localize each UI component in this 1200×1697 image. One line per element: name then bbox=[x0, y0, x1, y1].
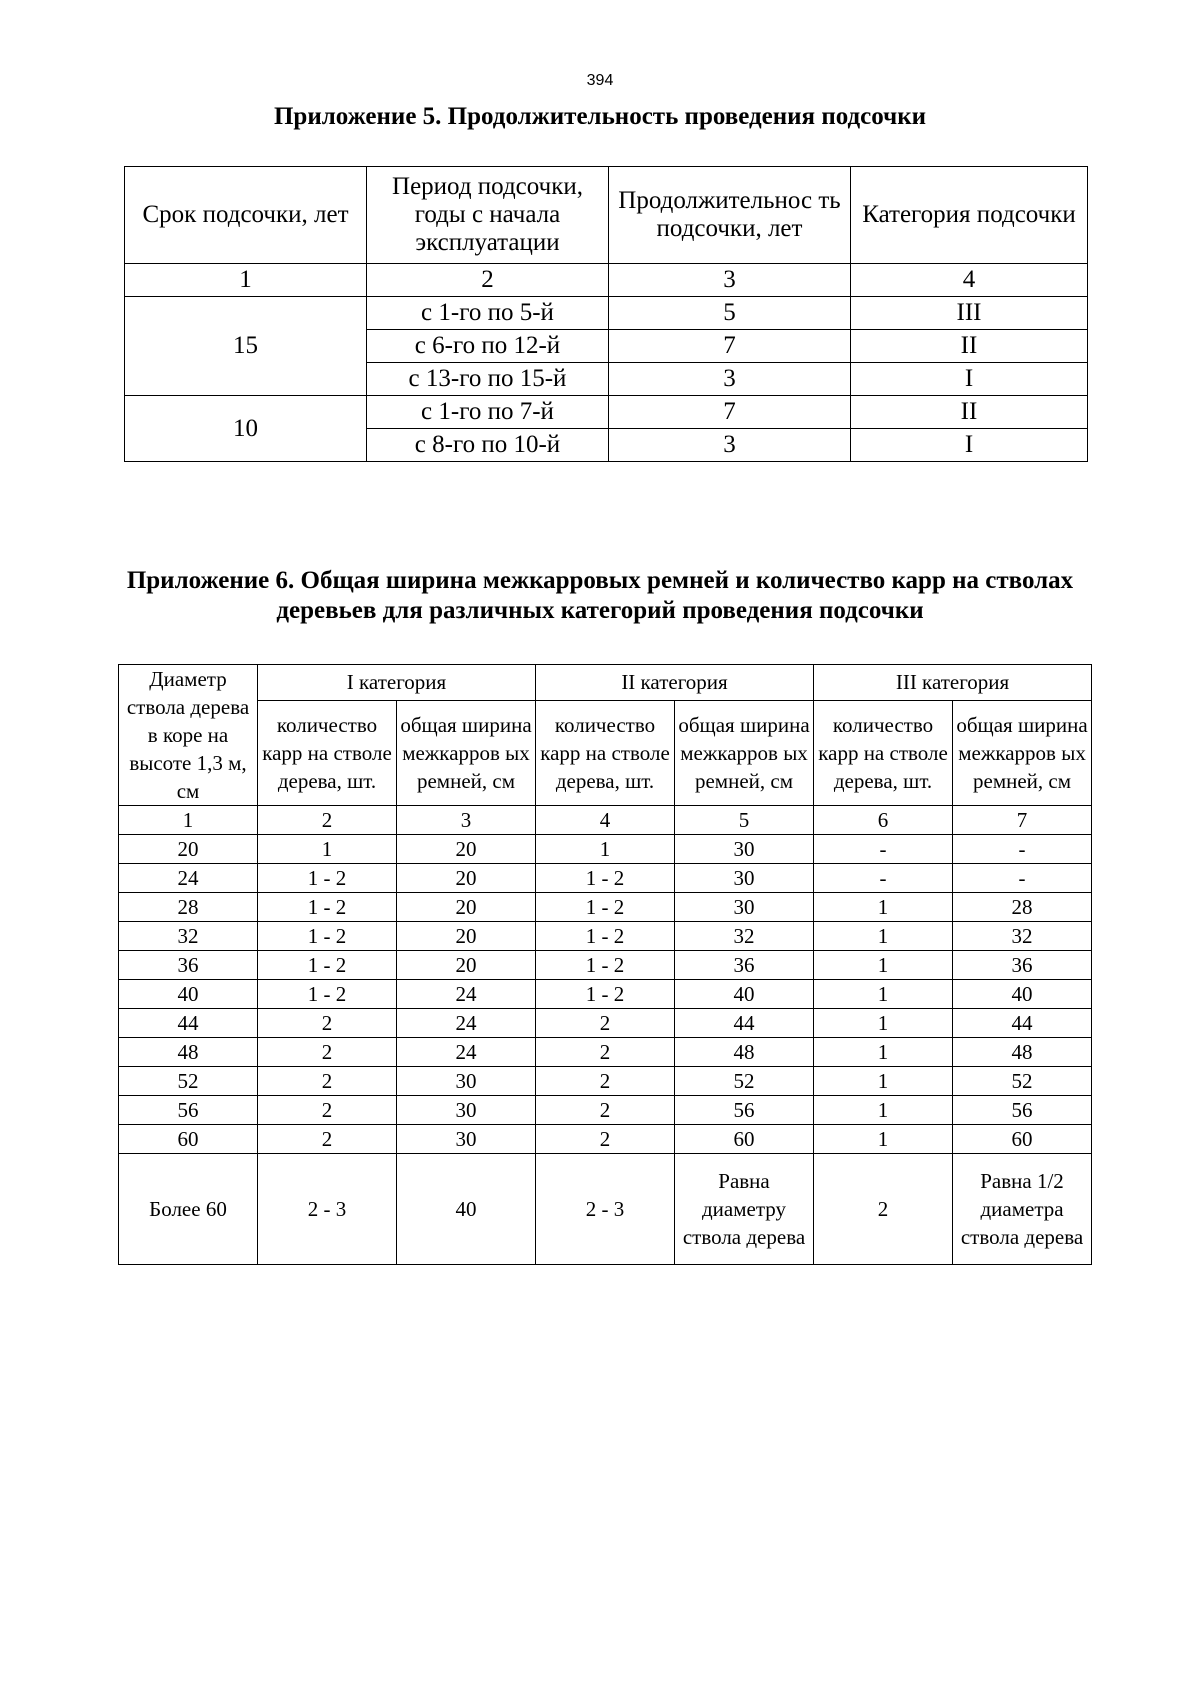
table-row bbox=[125, 396, 1088, 429]
diameter-cell: 44 bbox=[119, 1009, 258, 1038]
header-period: Период подсочки, годы с начала эксплуатации bbox=[367, 167, 609, 264]
header-width: общая ширина межкарров ых ремней, см bbox=[953, 700, 1092, 805]
count-cell: 2 bbox=[258, 1096, 397, 1125]
count-cell: 1 - 2 bbox=[258, 951, 397, 980]
width-cell: 56 bbox=[953, 1096, 1092, 1125]
appendix6-table bbox=[118, 664, 1092, 1265]
width-cell: 30 bbox=[675, 864, 814, 893]
table-row bbox=[119, 864, 1092, 893]
table-row bbox=[119, 1154, 1092, 1265]
count-cell: - bbox=[814, 864, 953, 893]
col-number: 4 bbox=[851, 264, 1088, 297]
period-cell: с 13-го по 15-й bbox=[367, 363, 609, 396]
width-cell: 20 bbox=[397, 864, 536, 893]
width-cell: 20 bbox=[397, 835, 536, 864]
header-category-2: II категория bbox=[536, 665, 814, 701]
width-cell: 30 bbox=[675, 835, 814, 864]
col-number: 3 bbox=[397, 806, 536, 835]
count-cell: 1 bbox=[814, 922, 953, 951]
column-number-row bbox=[119, 806, 1092, 835]
col-number: 1 bbox=[119, 806, 258, 835]
count-cell: 2 bbox=[536, 1096, 675, 1125]
width-cell: 24 bbox=[397, 1009, 536, 1038]
duration-cell: 7 bbox=[609, 330, 851, 363]
col-number: 2 bbox=[367, 264, 609, 297]
appendix5-title: Приложение 5. Продолжительность проведения подсочки bbox=[273, 103, 927, 130]
width-cell: 40 bbox=[953, 980, 1092, 1009]
width-cell: 20 bbox=[397, 893, 536, 922]
duration-cell: 5 bbox=[609, 297, 851, 330]
header-category-1: I категория bbox=[258, 665, 536, 701]
diameter-cell: 24 bbox=[119, 864, 258, 893]
width-cell: 40 bbox=[397, 1154, 536, 1265]
period-cell: с 1-го по 7-й bbox=[367, 396, 609, 429]
table-header-row bbox=[125, 167, 1088, 264]
count-cell: 1 - 2 bbox=[536, 864, 675, 893]
count-cell: 1 - 2 bbox=[258, 980, 397, 1009]
width-cell: 48 bbox=[675, 1038, 814, 1067]
table-row bbox=[119, 1067, 1092, 1096]
count-cell: - bbox=[814, 835, 953, 864]
period-cell: с 1-го по 5-й bbox=[367, 297, 609, 330]
header-term: Срок подсочки, лет bbox=[125, 167, 367, 264]
table-row bbox=[119, 893, 1092, 922]
count-cell: 2 bbox=[258, 1067, 397, 1096]
appendix6-title: Приложение 6. Общая ширина межкарровых ремней и количество карр на стволах деревьев для различных категорий проведения подсочки bbox=[126, 567, 1074, 624]
diameter-cell: 28 bbox=[119, 893, 258, 922]
width-cell: 44 bbox=[953, 1009, 1092, 1038]
width-cell: 52 bbox=[675, 1067, 814, 1096]
header-width: общая ширина межкарров ых ремней, см bbox=[397, 700, 536, 805]
diameter-cell: 60 bbox=[119, 1125, 258, 1154]
width-cell: - bbox=[953, 835, 1092, 864]
count-cell: 1 - 2 bbox=[536, 951, 675, 980]
width-cell: 32 bbox=[675, 922, 814, 951]
col-number: 3 bbox=[609, 264, 851, 297]
width-cell: Равна 1/2 диаметра ствола дерева bbox=[953, 1154, 1092, 1265]
col-number: 7 bbox=[953, 806, 1092, 835]
category-cell: I bbox=[851, 429, 1088, 462]
count-cell: 1 - 2 bbox=[258, 922, 397, 951]
count-cell: 1 bbox=[814, 1096, 953, 1125]
diameter-cell: 20 bbox=[119, 835, 258, 864]
width-cell: 28 bbox=[953, 893, 1092, 922]
width-cell: 36 bbox=[675, 951, 814, 980]
count-cell: 1 bbox=[814, 1125, 953, 1154]
width-cell: 30 bbox=[397, 1125, 536, 1154]
category-header-row bbox=[119, 665, 1092, 701]
diameter-cell: 48 bbox=[119, 1038, 258, 1067]
width-cell: 60 bbox=[675, 1125, 814, 1154]
header-category-3: III категория bbox=[814, 665, 1092, 701]
count-cell: 1 bbox=[814, 980, 953, 1009]
appendix5-table bbox=[124, 166, 1088, 462]
diameter-cell: 36 bbox=[119, 951, 258, 980]
period-cell: с 8-го по 10-й bbox=[367, 429, 609, 462]
category-cell: I bbox=[851, 363, 1088, 396]
width-cell: 36 bbox=[953, 951, 1092, 980]
count-cell: 1 - 2 bbox=[258, 864, 397, 893]
count-cell: 1 - 2 bbox=[258, 893, 397, 922]
diameter-cell: Более 60 bbox=[119, 1154, 258, 1265]
col-number: 1 bbox=[125, 264, 367, 297]
width-cell: 30 bbox=[675, 893, 814, 922]
col-number: 4 bbox=[536, 806, 675, 835]
header-category: Категория подсочки bbox=[851, 167, 1088, 264]
width-cell: 52 bbox=[953, 1067, 1092, 1096]
count-cell: 1 bbox=[814, 893, 953, 922]
duration-cell: 3 bbox=[609, 363, 851, 396]
width-cell: - bbox=[953, 864, 1092, 893]
count-cell: 2 bbox=[536, 1125, 675, 1154]
width-cell: 40 bbox=[675, 980, 814, 1009]
width-cell: 48 bbox=[953, 1038, 1092, 1067]
count-cell: 1 bbox=[814, 951, 953, 980]
column-number-row bbox=[125, 264, 1088, 297]
table-row bbox=[125, 297, 1088, 330]
count-cell: 1 - 2 bbox=[536, 922, 675, 951]
header-count: количество карр на стволе дерева, шт. bbox=[814, 700, 953, 805]
width-cell: 30 bbox=[397, 1096, 536, 1125]
category-cell: II bbox=[851, 396, 1088, 429]
col-number: 5 bbox=[675, 806, 814, 835]
width-cell: 32 bbox=[953, 922, 1092, 951]
table-row bbox=[119, 980, 1092, 1009]
header-duration: Продолжительнос ть подсочки, лет bbox=[609, 167, 851, 264]
table-row bbox=[119, 1096, 1092, 1125]
width-cell: 24 bbox=[397, 980, 536, 1009]
header-width: общая ширина межкарров ых ремней, см bbox=[675, 700, 814, 805]
header-diameter: Диаметр ствола дерева в коре на высоте 1,3 м, см bbox=[119, 665, 258, 806]
count-cell: 2 bbox=[258, 1009, 397, 1038]
count-cell: 1 bbox=[814, 1067, 953, 1096]
count-cell: 1 - 2 bbox=[536, 893, 675, 922]
table-row bbox=[119, 922, 1092, 951]
count-cell: 2 bbox=[258, 1125, 397, 1154]
count-cell: 2 bbox=[536, 1009, 675, 1038]
count-cell: 1 bbox=[814, 1009, 953, 1038]
header-count: количество карр на стволе дерева, шт. bbox=[258, 700, 397, 805]
diameter-cell: 56 bbox=[119, 1096, 258, 1125]
table-row bbox=[119, 835, 1092, 864]
width-cell: Равна диаметру ствола дерева bbox=[675, 1154, 814, 1265]
width-cell: 24 bbox=[397, 1038, 536, 1067]
count-cell: 1 bbox=[814, 1038, 953, 1067]
width-cell: 20 bbox=[397, 922, 536, 951]
table-row bbox=[119, 951, 1092, 980]
table-row bbox=[119, 1125, 1092, 1154]
width-cell: 30 bbox=[397, 1067, 536, 1096]
subheader-row bbox=[119, 700, 1092, 805]
diameter-cell: 52 bbox=[119, 1067, 258, 1096]
count-cell: 2 bbox=[536, 1067, 675, 1096]
count-cell: 1 bbox=[258, 835, 397, 864]
width-cell: 60 bbox=[953, 1125, 1092, 1154]
count-cell: 2 bbox=[536, 1038, 675, 1067]
width-cell: 56 bbox=[675, 1096, 814, 1125]
duration-cell: 3 bbox=[609, 429, 851, 462]
term-cell: 15 bbox=[125, 297, 367, 396]
table-row bbox=[119, 1009, 1092, 1038]
category-cell: II bbox=[851, 330, 1088, 363]
category-cell: III bbox=[851, 297, 1088, 330]
count-cell: 1 - 2 bbox=[536, 980, 675, 1009]
count-cell: 1 bbox=[536, 835, 675, 864]
count-cell: 2 bbox=[258, 1038, 397, 1067]
width-cell: 44 bbox=[675, 1009, 814, 1038]
count-cell: 2 - 3 bbox=[258, 1154, 397, 1265]
col-number: 2 bbox=[258, 806, 397, 835]
width-cell: 20 bbox=[397, 951, 536, 980]
term-cell: 10 bbox=[125, 396, 367, 462]
duration-cell: 7 bbox=[609, 396, 851, 429]
count-cell: 2 bbox=[814, 1154, 953, 1265]
diameter-cell: 40 bbox=[119, 980, 258, 1009]
period-cell: с 6-го по 12-й bbox=[367, 330, 609, 363]
count-cell: 2 - 3 bbox=[536, 1154, 675, 1265]
header-count: количество карр на стволе дерева, шт. bbox=[536, 700, 675, 805]
page-number: 394 bbox=[586, 72, 614, 89]
col-number: 6 bbox=[814, 806, 953, 835]
table-row bbox=[119, 1038, 1092, 1067]
diameter-cell: 32 bbox=[119, 922, 258, 951]
